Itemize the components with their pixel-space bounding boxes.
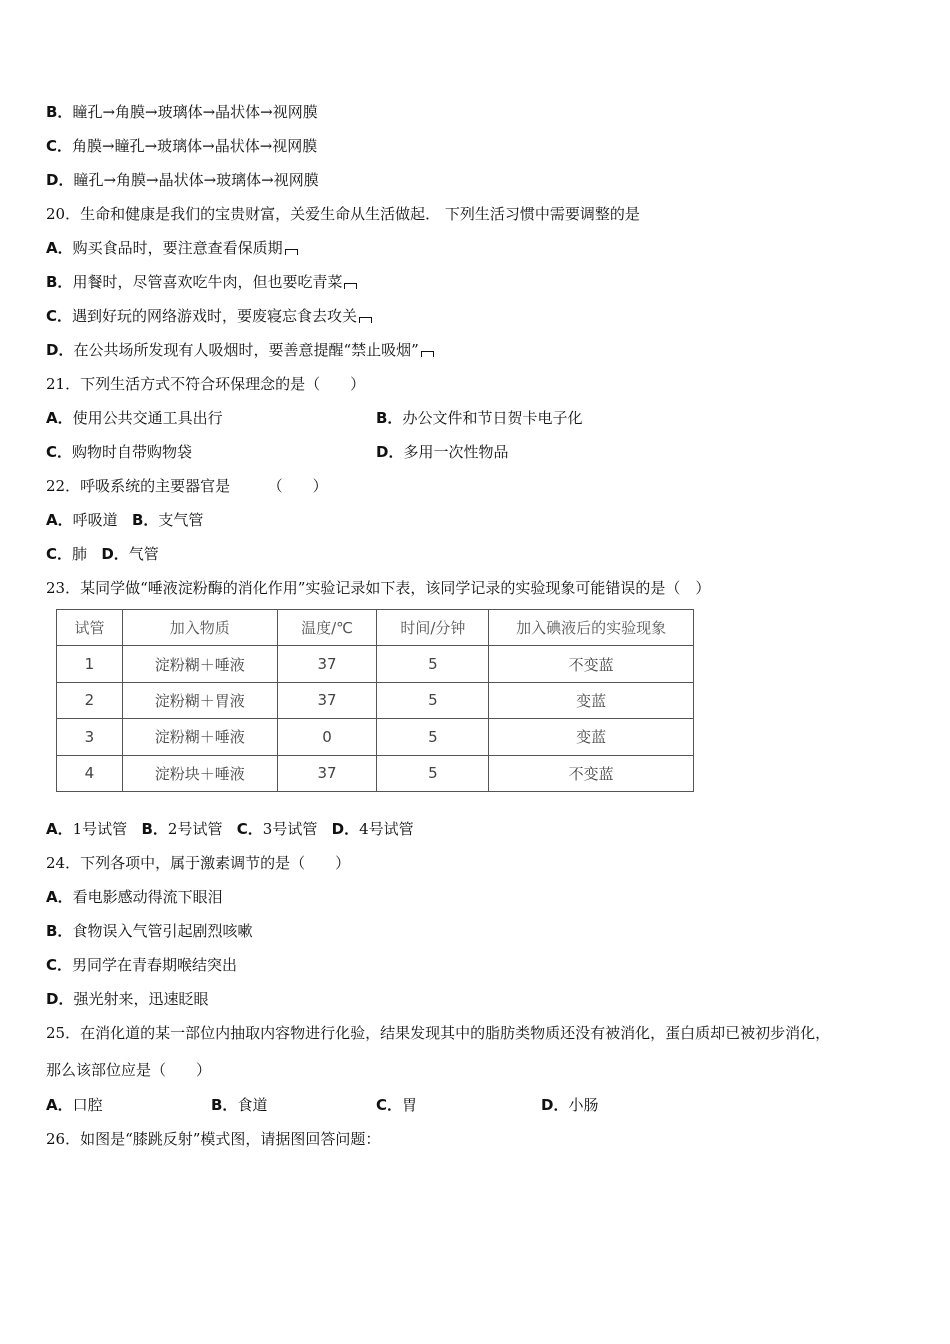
option-text: 角膜→瞳孔→玻璃体→晶状体→视网膜 <box>72 137 318 155</box>
q19-option-d <box>46 170 319 190</box>
option-text: 强光射来，迅速眨眼 <box>73 990 209 1008</box>
option-text: 购买食品时，要注意查看保质期 <box>72 239 283 257</box>
option-text: 用餐时，尽管喜欢吃牛肉，但也要吃青菜 <box>72 273 343 291</box>
table-cell: 变蓝 <box>489 682 694 718</box>
punctuation-mark-icon <box>344 283 357 289</box>
table-cell: 37 <box>277 755 377 791</box>
punctuation-mark-icon <box>359 317 372 323</box>
q20-option-c <box>46 306 372 326</box>
table-cell: 变蓝 <box>489 719 694 755</box>
option-text: 食道 <box>237 1096 268 1114</box>
q24-option-b <box>46 921 252 941</box>
q21-option-d <box>376 442 508 462</box>
option-label: C． <box>46 956 73 974</box>
option-text: 瞳孔→角膜→晶状体→玻璃体→视网膜 <box>73 171 319 189</box>
table-cell: 5 <box>377 755 489 791</box>
q20-option-b <box>46 272 357 292</box>
q24-stem: 24．下列各项中，属于激素调节的是（ ） <box>46 854 351 872</box>
q22-stem: 22．呼吸系统的主要器官是 （ ） <box>46 477 328 495</box>
option-label: A． <box>46 1096 73 1114</box>
option-label: D． <box>101 545 129 563</box>
option-text: 小肠 <box>568 1096 599 1114</box>
q19-option-c <box>46 136 317 156</box>
q21-stem: 21．下列生活方式不符合环保理念的是（ ） <box>46 375 366 393</box>
table-cell: 0 <box>277 719 377 755</box>
q25-option-b <box>211 1095 267 1115</box>
option-text: 在公共场所发现有人吸烟时，要善意提醒“禁止吸烟” <box>73 341 419 359</box>
table-cell: 淀粉糊＋唾液 <box>122 646 277 682</box>
option-label: D． <box>46 990 74 1008</box>
q24-option-d <box>46 989 208 1009</box>
option-label: A． <box>46 820 73 838</box>
option-label: C． <box>236 820 263 838</box>
q22-options-row-1 <box>46 510 203 530</box>
option-label: B． <box>46 922 73 940</box>
option-label: D． <box>46 341 74 359</box>
q21-option-a <box>46 408 223 428</box>
table-cell: 淀粉糊＋胃液 <box>122 682 277 718</box>
q20-option-a <box>46 238 298 258</box>
option-label: A． <box>46 511 73 529</box>
option-text: 呼吸道 <box>72 511 118 529</box>
table-cell: 4 <box>57 755 123 791</box>
q25-option-d <box>541 1095 598 1115</box>
option-label: C． <box>46 307 73 325</box>
option-label: A． <box>46 239 73 257</box>
option-label: D． <box>541 1096 569 1114</box>
table-cell: 5 <box>377 682 489 718</box>
table-row <box>57 646 694 682</box>
table-header: 加入碘液后的实验现象 <box>489 610 694 646</box>
q25-option-c <box>376 1095 417 1115</box>
q24-option-a <box>46 887 223 907</box>
q20-stem: 20．生命和健康是我们的宝贵财富，关爱生命从生活做起． 下列生活习惯中需要调整的是 <box>46 205 640 223</box>
option-text: 遇到好玩的网络游戏时，要废寝忘食去攻关 <box>72 307 358 325</box>
table-header: 时间/分钟 <box>377 610 489 646</box>
table-cell: 2 <box>57 682 123 718</box>
option-text: 3号试管 <box>262 820 318 838</box>
q23-stem: 23．某同学做“唾液淀粉酶的消化作用”实验记录如下表，该同学记录的实验现象可能错误的是（ ） <box>46 579 711 597</box>
option-label: A． <box>46 888 73 906</box>
option-text: 4号试管 <box>359 820 414 838</box>
table-header: 试管 <box>57 610 123 646</box>
q26-stem: 26．如图是“膝跳反射”模式图，请据图回答问题： <box>46 1130 381 1148</box>
table-cell: 5 <box>377 719 489 755</box>
q25-stem-line-1: 25．在消化道的某一部位内抽取内容物进行化验，结果发现其中的脂肪类物质还没有被消化，蛋白质却已被初步消化， <box>46 1024 831 1042</box>
table-row <box>57 719 694 755</box>
option-label: B． <box>131 511 159 529</box>
punctuation-mark-icon <box>285 249 298 255</box>
option-text: 看电影感动得流下眼泪 <box>72 888 223 906</box>
option-label: C． <box>46 545 73 563</box>
option-text: 瞳孔→角膜→玻璃体→晶状体→视网膜 <box>72 103 318 121</box>
option-label: B． <box>211 1096 238 1114</box>
q19-option-b <box>46 102 318 122</box>
table-cell: 淀粉块＋唾液 <box>122 755 277 791</box>
q25-option-a <box>46 1095 103 1115</box>
q22-options-row-2 <box>46 544 159 564</box>
option-text: 食物误入气管引起剧烈咳嗽 <box>72 922 253 940</box>
option-label: D． <box>376 443 404 461</box>
table-cell: 37 <box>277 646 377 682</box>
table-cell: 37 <box>277 682 377 718</box>
option-text: 1号试管 <box>72 820 128 838</box>
option-text: 气管 <box>128 545 159 563</box>
option-label: A． <box>46 409 73 427</box>
q21-option-c <box>46 442 192 462</box>
option-label: B． <box>141 820 168 838</box>
table-header: 加入物质 <box>122 610 277 646</box>
table-cell: 不变蓝 <box>489 755 694 791</box>
option-label: C． <box>46 443 73 461</box>
option-text: 购物时自带购物袋 <box>72 443 193 461</box>
table-row <box>57 755 694 791</box>
table-cell: 不变蓝 <box>489 646 694 682</box>
table-cell: 1 <box>57 646 123 682</box>
experiment-table <box>56 609 694 792</box>
table-header-row <box>57 610 694 646</box>
q23-options <box>46 819 414 839</box>
option-text: 男同学在青春期喉结突出 <box>72 956 238 974</box>
option-text: 口腔 <box>72 1096 103 1114</box>
option-label: C． <box>46 137 73 155</box>
option-label: B． <box>46 273 73 291</box>
q21-option-b <box>376 408 582 428</box>
q24-option-c <box>46 955 237 975</box>
table-cell: 3 <box>57 719 123 755</box>
option-label: D． <box>331 820 360 838</box>
table-cell: 5 <box>377 646 489 682</box>
option-text: 支气管 <box>158 511 204 529</box>
option-label: D． <box>46 171 74 189</box>
option-label: B． <box>46 103 73 121</box>
option-text: 办公文件和节日贺卡电子化 <box>402 409 583 427</box>
option-text: 多用一次性物品 <box>403 443 509 461</box>
option-label: C． <box>376 1096 403 1114</box>
punctuation-mark-icon <box>421 351 434 357</box>
table-header: 温度/℃ <box>277 610 377 646</box>
option-text: 胃 <box>402 1096 418 1114</box>
option-text: 2号试管 <box>167 820 223 838</box>
table-cell: 淀粉糊＋唾液 <box>122 719 277 755</box>
q25-stem-line-2: 那么该部位应是（ ） <box>46 1061 212 1079</box>
option-text: 使用公共交通工具出行 <box>72 409 223 427</box>
q20-option-d <box>46 340 434 360</box>
table-row <box>57 682 694 718</box>
option-text: 肺 <box>72 545 88 563</box>
option-label: B． <box>376 409 403 427</box>
